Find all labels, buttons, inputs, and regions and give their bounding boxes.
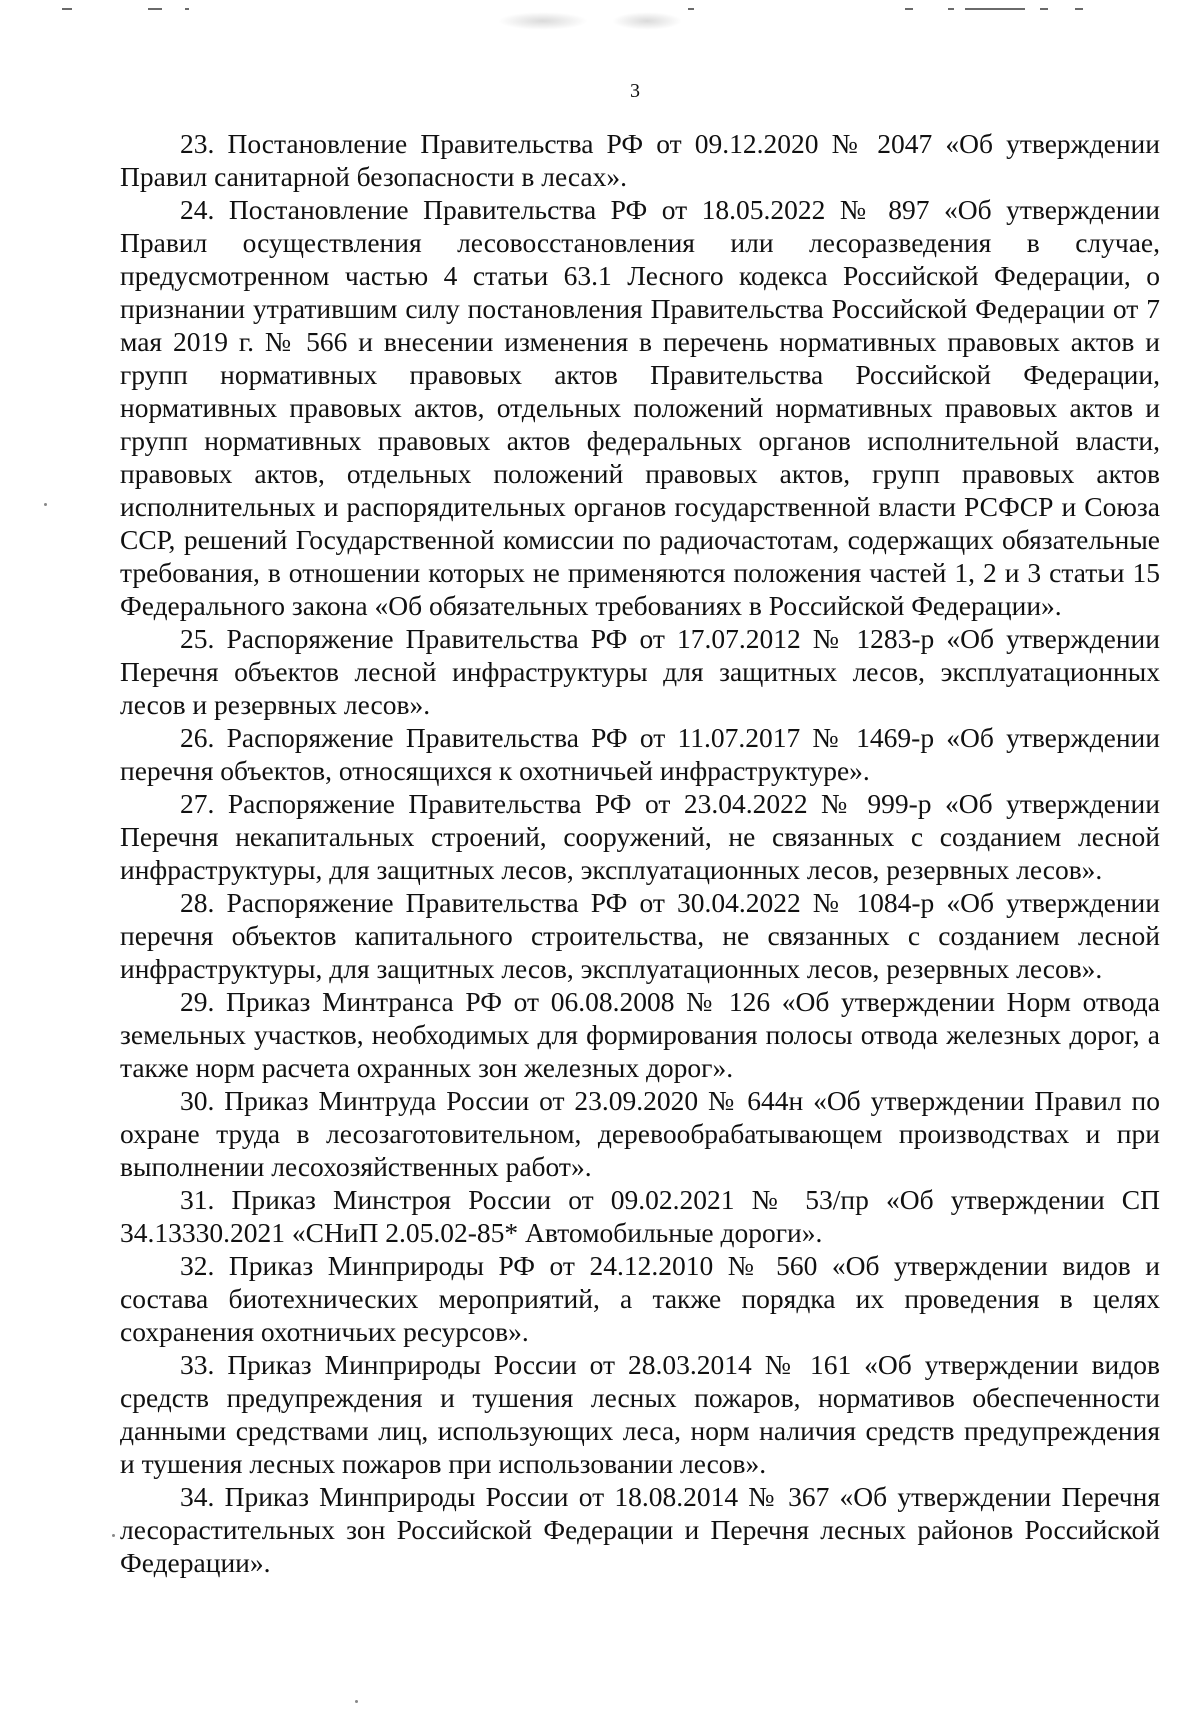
page-number: 3	[630, 80, 640, 102]
list-item: 31. Приказ Минстроя России от 09.02.2021 № 53/пр «Об утверждении СП 34.13330.2021 «СНиП 2.05.02-85* Автомобильные дороги».	[120, 1184, 1160, 1248]
list-item: 28. Распоряжение Правительства РФ от 30.04.2022 № 1084-р «Об утверждении перечня объектов капитального строительства, не связанных с созданием лесной инфраструктуры, для защитных лесов, эксплуатационных лесов, резервных лесов».	[120, 887, 1160, 984]
list-item: 23. Постановление Правительства РФ от 09.12.2020 № 2047 «Об утверждении Правил санитарной безопасности в лесах».	[120, 128, 1160, 192]
list-item: 34. Приказ Минприроды России от 18.08.2014 № 367 «Об утверждении Перечня лесорастительных зон Российской Федерации и Перечня лесных районов Российской Федерации».	[120, 1481, 1160, 1578]
scan-speck	[355, 1700, 358, 1703]
list-item: 29. Приказ Минтранса РФ от 06.08.2008 № 126 «Об утверждении Норм отвода земельных участков, необходимых для формирования полосы отвода железных дорог, а также норм расчета охранных зон железных дорог».	[120, 986, 1160, 1083]
list-item: 32. Приказ Минприроды РФ от 24.12.2010 № 560 «Об утверждении видов и состава биотехнических мероприятий, а также порядка их проведения в целях сохранения охотничьих ресурсов».	[120, 1250, 1160, 1347]
list-item: 27. Распоряжение Правительства РФ от 23.04.2022 № 999-р «Об утверждении Перечня некапитальных строений, сооружений, не связанных с созданием лесной инфраструктуры, для защитных лесов, эксплуатационных лесов, резервных лесов».	[120, 788, 1160, 885]
list-item: 33. Приказ Минприроды России от 28.03.2014 № 161 «Об утверждении видов средств предупреждения и тушения лесных пожаров, нормативов обеспеченности данными средствами лиц, использующих леса, норм наличия средств предупреждения и тушения лесных пожаров при использовании лесов».	[120, 1349, 1160, 1479]
list-item: 24. Постановление Правительства РФ от 18.05.2022 № 897 «Об утверждении Правил осуществления лесовосстановления или лесоразведения в случае, предусмотренном частью 4 статьи 63.1 Лесного кодекса Российской Федерации, о признании утратившим силу постановления Правительства Российской Федерации от 7 мая 2019 г. № 566 и внесении изменения в перечень нормативных правовых актов и групп нормативных правовых актов Правительства Российской Федерации, нормативных правовых актов, отдельных положений нормативных правовых актов и групп нормативных правовых актов федеральных органов исполнительной власти, правовых актов, отдельных положений правовых актов, групп правовых актов исполнительных и распорядительных органов государственной власти РСФСР и Союза ССР, решений Государственной комиссии по радиочастотам, содержащих обязательные требования, в отношении которых не применяются положения частей 1, 2 и 3 статьи 15 Федерального закона «Об обязательных требованиях в Российской Федерации».	[120, 194, 1160, 621]
list-item: 30. Приказ Минтруда России от 23.09.2020 № 644н «Об утверждении Правил по охране труда в лесозаготовительном, деревообрабатывающем производствах и при выполнении лесохозяйственных работ».	[120, 1085, 1160, 1182]
scan-speck	[112, 1534, 115, 1537]
document-body	[120, 127, 1160, 1579]
list-item: 26. Распоряжение Правительства РФ от 11.07.2017 № 1469-р «Об утверждении перечня объектов, относящихся к охотничьей инфраструктуре».	[120, 722, 1160, 786]
scan-speck	[44, 503, 47, 506]
list-item: 25. Распоряжение Правительства РФ от 17.07.2012 № 1283-р «Об утверждении Перечня объектов лесной инфраструктуры для защитных лесов, эксплуатационных лесов и резервных лесов».	[120, 623, 1160, 720]
scan-edge-artifacts	[0, 0, 1200, 30]
